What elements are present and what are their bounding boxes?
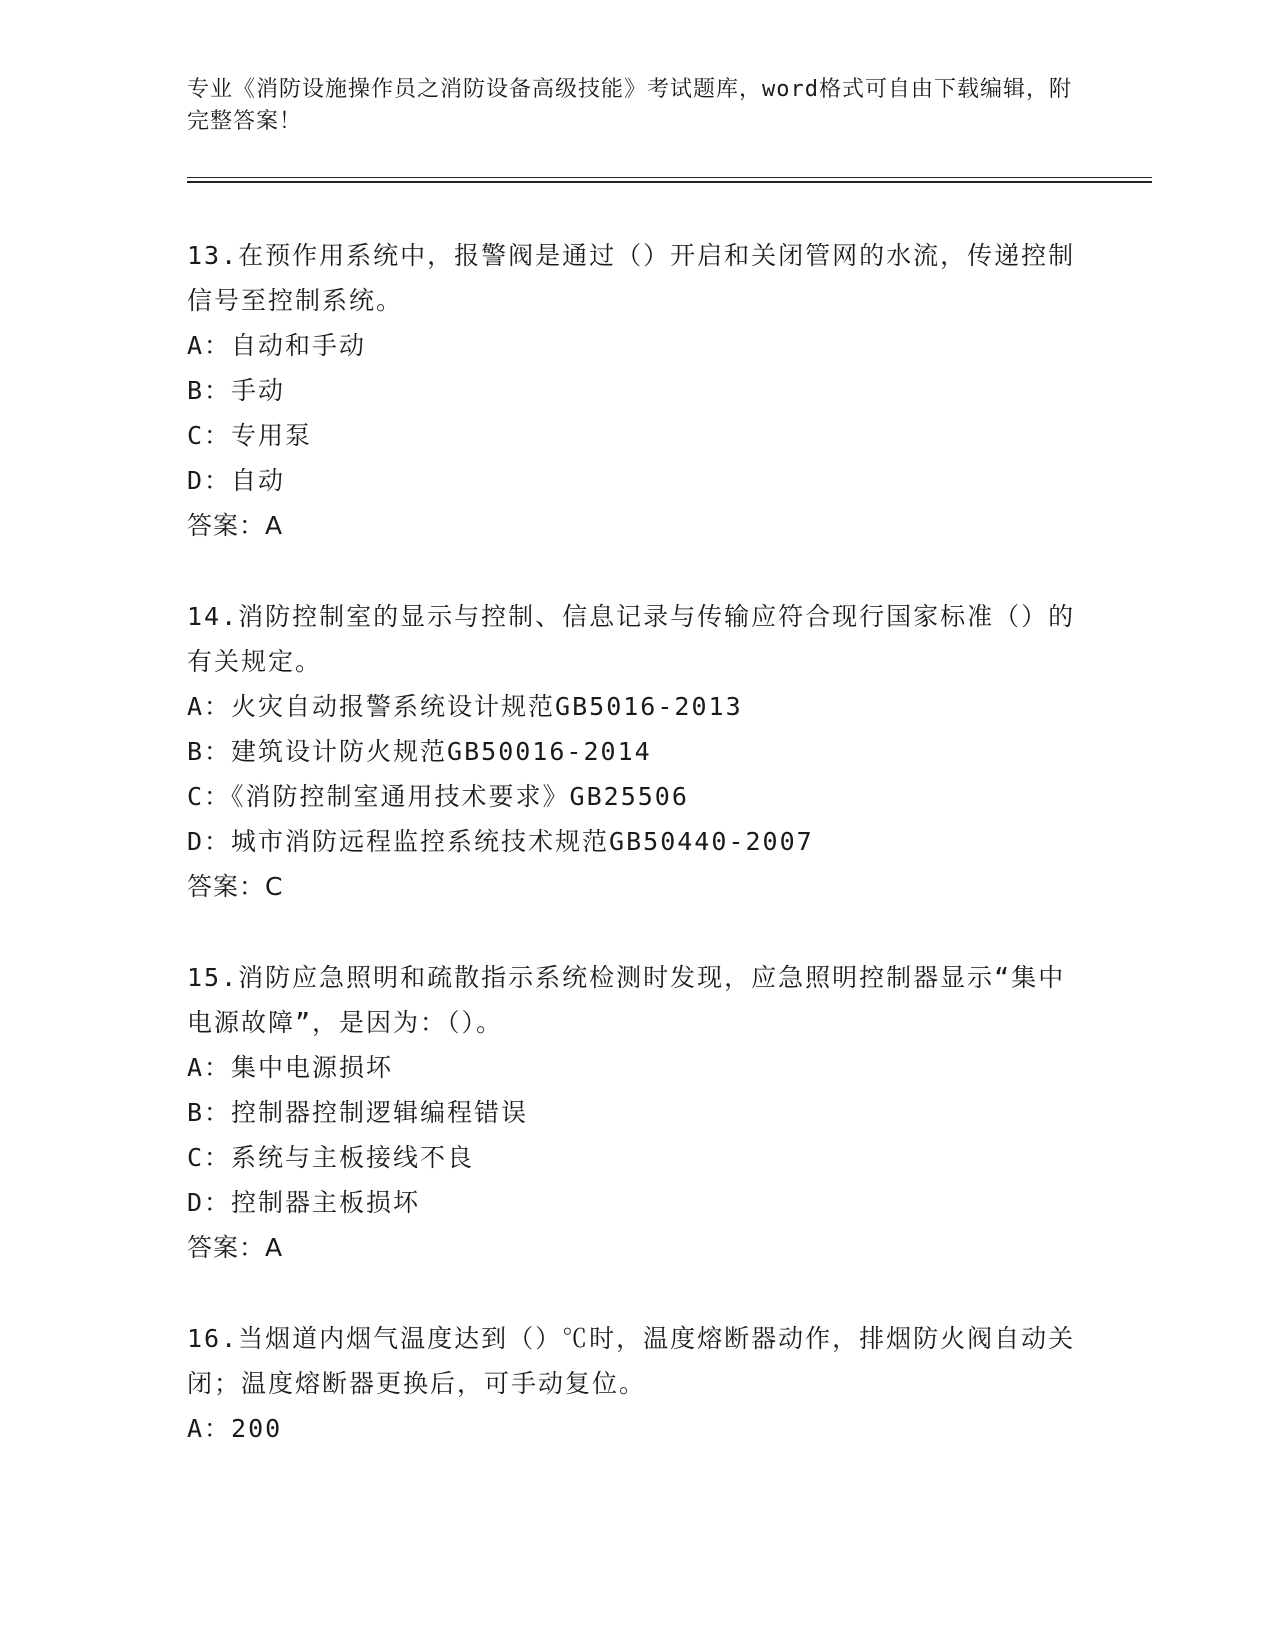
option-b: B：手动 xyxy=(187,376,286,405)
header-divider-thick xyxy=(187,181,1152,183)
option-a: A：自动和手动 xyxy=(187,331,367,360)
answer-line: 答案：A xyxy=(187,511,284,540)
option-b: B：控制器控制逻辑编程错误 xyxy=(187,1098,529,1127)
option-b: B：建筑设计防火规范GB50016-2014 xyxy=(187,737,652,766)
option-c: C：《消防控制室通用技术要求》GB25506 xyxy=(187,782,689,811)
answer-line: 答案：C xyxy=(187,872,284,901)
answer-line: 答案：A xyxy=(187,1233,284,1262)
document-header: 专业《消防设施操作员之消防设备高级技能》考试题库，word格式可自由下载编辑，附完整答案！ xyxy=(187,77,1072,134)
question-16 xyxy=(187,1316,1092,1451)
question-stem: 15.消防应急照明和疏散指示系统检测时发现，应急照明控制器显示“集中电源故障”，是因为：（）。 xyxy=(187,963,1066,1037)
option-d: D：控制器主板损坏 xyxy=(187,1188,421,1217)
question-13 xyxy=(187,233,1092,548)
question-stem: 13.在预作用系统中，报警阀是通过（）开启和关闭管网的水流，传递控制信号至控制系统。 xyxy=(187,241,1076,315)
question-14 xyxy=(187,594,1092,909)
option-a: A：200 xyxy=(187,1414,283,1443)
option-c: C：系统与主板接线不良 xyxy=(187,1143,475,1172)
question-stem: 14.消防控制室的显示与控制、信息记录与传输应符合现行国家标准（）的有关规定。 xyxy=(187,602,1076,676)
question-15 xyxy=(187,955,1092,1270)
option-c: C：专用泵 xyxy=(187,421,313,450)
header-divider-thin xyxy=(187,177,1152,178)
option-d: D：自动 xyxy=(187,466,286,495)
question-stem: 16.当烟道内烟气温度达到（）℃时，温度熔断器动作，排烟防火阀自动关闭；温度熔断器更换后，可手动复位。 xyxy=(187,1324,1076,1398)
option-a: A：集中电源损坏 xyxy=(187,1053,394,1082)
option-d: D：城市消防远程监控系统技术规范GB50440-2007 xyxy=(187,827,814,856)
option-a: A：火灾自动报警系统设计规范GB5016-2013 xyxy=(187,692,743,721)
